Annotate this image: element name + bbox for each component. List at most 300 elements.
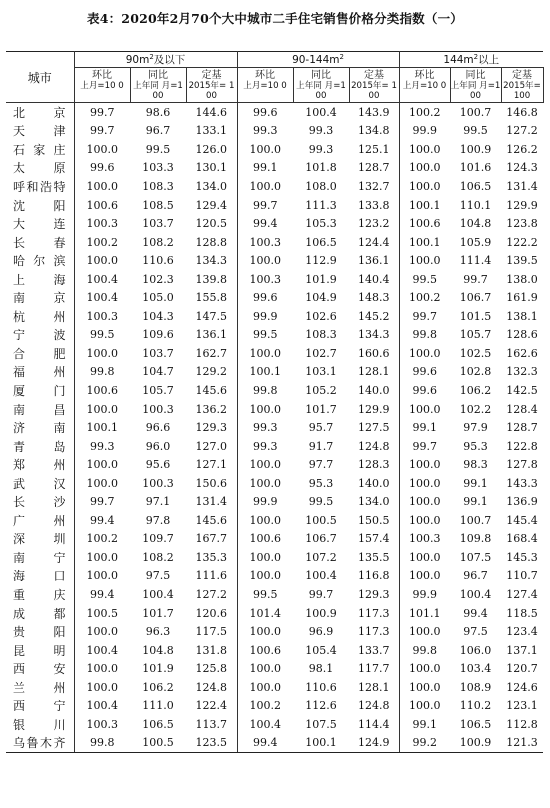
index-value: 129.9: [349, 400, 399, 419]
index-value: 128.3: [349, 455, 399, 474]
index-value: 108.3: [142, 179, 174, 193]
index-value: 107.5: [305, 717, 337, 731]
index-value: 99.3: [308, 124, 334, 138]
index-value: 126.2: [506, 142, 538, 156]
index-value: 100.1: [293, 734, 349, 753]
table-row: [6, 659, 543, 678]
index-value: 99.7: [90, 105, 115, 119]
index-value: 124.9: [349, 734, 399, 753]
index-value: 100.0: [409, 550, 441, 564]
index-value: 99.8: [74, 734, 130, 753]
index-value: 105.7: [459, 328, 492, 342]
index-value: 101.4: [249, 606, 281, 620]
city-name: 青岛: [6, 437, 74, 456]
index-value: 112.6: [305, 699, 337, 713]
index-value: 100.0: [409, 495, 441, 509]
subcolumn-label: 环比: [399, 68, 450, 82]
index-value: 100.3: [86, 309, 118, 323]
index-value: 101.1: [409, 606, 441, 620]
index-value: 100.1: [249, 365, 281, 379]
index-value: 117.3: [349, 604, 399, 623]
city-name: 杭州: [6, 307, 74, 326]
index-value: 113.7: [186, 715, 237, 734]
index-value: 101.9: [305, 272, 337, 286]
index-value: 100.0: [86, 680, 118, 694]
index-value: 160.6: [349, 344, 399, 363]
index-value: 99.4: [237, 734, 293, 753]
index-value: 138.0: [506, 272, 538, 286]
table-header: [6, 52, 543, 103]
index-value: 106.5: [305, 235, 337, 249]
index-value: 99.3: [90, 439, 115, 453]
index-value: 99.3: [253, 439, 278, 453]
table-row: [6, 567, 543, 586]
index-value: 127.5: [349, 418, 399, 437]
subcolumn-label: 定基: [349, 68, 399, 82]
index-value: 99.8: [412, 328, 438, 342]
index-value: 100.0: [409, 476, 441, 490]
index-value: 100.4: [86, 699, 118, 713]
table-row: [6, 177, 543, 196]
index-value: 110.2: [459, 699, 492, 713]
index-value: 99.8: [90, 365, 115, 379]
index-value: 100.6: [249, 643, 281, 657]
index-value: 120.7: [506, 662, 538, 676]
index-value: 128.1: [349, 678, 399, 697]
index-value: 100.0: [86, 179, 118, 193]
index-value: 100.0: [86, 458, 118, 472]
index-value: 97.5: [145, 569, 171, 583]
area-group-header-2: $90-144m^2$: [237, 52, 399, 68]
index-value: 100.9: [450, 734, 501, 753]
index-value: 133.8: [349, 196, 399, 215]
city-name: 贵阳: [6, 622, 74, 641]
subcolumn-label: 定基: [186, 68, 237, 82]
index-value: 99.5: [412, 272, 438, 286]
city-name: 合肥: [6, 344, 74, 363]
index-value: 100.4: [86, 643, 118, 657]
index-value: 100.6: [86, 383, 118, 397]
index-value: 102.8: [459, 365, 492, 379]
index-value: 98.3: [463, 458, 488, 472]
index-value: 100.0: [249, 662, 281, 676]
index-value: 129.4: [186, 196, 237, 215]
index-value: 133.7: [349, 641, 399, 660]
table-row: [6, 511, 543, 530]
index-value: 162.6: [506, 346, 538, 360]
table-row: [6, 530, 543, 549]
index-value: 104.8: [142, 643, 174, 657]
index-value: 97.9: [463, 421, 488, 435]
index-value: 128.6: [506, 328, 538, 342]
index-value: 125.1: [349, 140, 399, 159]
index-value: 145.2: [349, 307, 399, 326]
index-value: 138.1: [506, 309, 538, 323]
subcolumn-base-note: 上月=10 0: [399, 81, 450, 103]
city-name: 南昌: [6, 400, 74, 419]
subcolumn-label: 环比: [74, 68, 130, 82]
index-value: 108.2: [142, 550, 174, 564]
index-value: 99.3: [253, 124, 278, 138]
index-value: 102.3: [142, 272, 174, 286]
index-value: 101.6: [459, 161, 492, 175]
index-value: 99.8: [253, 383, 278, 397]
index-value: 118.5: [506, 606, 538, 620]
index-value: 123.4: [506, 625, 538, 639]
table-row: [6, 400, 543, 419]
index-value: 114.4: [349, 715, 399, 734]
index-value: 117.7: [349, 659, 399, 678]
subcolumn-label: 同比: [293, 68, 349, 82]
index-value: 101.8: [305, 161, 337, 175]
index-value: 107.2: [305, 550, 337, 564]
index-value: 132.7: [349, 177, 399, 196]
table-row: [6, 159, 543, 178]
table-row: [6, 344, 543, 363]
index-value: 122.8: [506, 439, 538, 453]
index-value: 103.1: [305, 365, 337, 379]
index-value: 108.5: [142, 198, 174, 212]
index-value: 100.7: [459, 105, 492, 119]
table-title: 表4：2020年2月70个大中城市二手住宅销售价格分类指数（一）: [87, 11, 463, 26]
index-value: 100.0: [249, 179, 281, 193]
city-name: 深圳: [6, 530, 74, 549]
table-row: [6, 604, 543, 623]
index-value: 100.6: [86, 198, 118, 212]
index-value: 108.3: [305, 328, 337, 342]
index-value: 100.0: [86, 142, 118, 156]
index-value: 98.6: [145, 105, 171, 119]
index-value: 145.3: [506, 550, 538, 564]
index-value: 100.0: [249, 458, 281, 472]
index-value: 105.3: [305, 217, 337, 231]
index-value: 97.8: [145, 513, 171, 527]
city-name: 长春: [6, 233, 74, 252]
index-value: 99.5: [308, 495, 334, 509]
index-value: 126.0: [186, 140, 237, 159]
index-value: 145.6: [186, 511, 237, 530]
index-value: 124.3: [506, 161, 538, 175]
index-value: 106.2: [142, 680, 174, 694]
index-value: 106.5: [142, 717, 174, 731]
index-value: 127.4: [506, 587, 538, 601]
index-value: 99.8: [412, 643, 438, 657]
index-value: 134.3: [186, 251, 237, 270]
table-row: [6, 326, 543, 345]
index-value: 148.3: [349, 288, 399, 307]
index-value: 104.8: [459, 217, 492, 231]
index-value: 100.3: [142, 476, 174, 490]
table-row: [6, 455, 543, 474]
index-value: 100.5: [86, 606, 118, 620]
index-value: 96.6: [145, 421, 171, 435]
index-value: 150.6: [186, 474, 237, 493]
index-value: 120.5: [186, 214, 237, 233]
table-row: [6, 233, 543, 252]
index-value: 122.4: [186, 697, 237, 716]
index-value: 155.8: [186, 288, 237, 307]
index-value: 124.4: [349, 233, 399, 252]
subcolumn-label: 同比: [450, 68, 501, 82]
index-value: 120.6: [186, 604, 237, 623]
index-value: 124.8: [349, 697, 399, 716]
index-value: 129.9: [506, 198, 538, 212]
index-value: 102.2: [459, 402, 492, 416]
index-value: 105.9: [459, 235, 492, 249]
index-value: 127.2: [506, 124, 538, 138]
index-value: 109.6: [142, 328, 174, 342]
subcolumn-base-note: 上月=10 0: [237, 81, 293, 103]
index-value: 128.4: [506, 402, 538, 416]
index-value: 100.4: [142, 587, 174, 601]
index-value: 100.0: [86, 569, 118, 583]
area-group-header-3: $144m^2$以上: [399, 52, 543, 68]
index-value: 100.0: [409, 680, 441, 694]
index-value: 100.2: [86, 235, 118, 249]
table-row: [6, 715, 543, 734]
index-value: 100.3: [86, 217, 118, 231]
index-value: 123.1: [506, 699, 538, 713]
index-value: 112.9: [305, 254, 337, 268]
index-value: 96.0: [145, 439, 171, 453]
index-value: 136.2: [186, 400, 237, 419]
index-value: 105.4: [305, 643, 337, 657]
index-value: 105.2: [305, 383, 337, 397]
index-value: 100.2: [409, 291, 441, 305]
index-value: 104.9: [305, 291, 337, 305]
index-value: 123.5: [186, 734, 237, 753]
index-value: 143.9: [349, 103, 399, 122]
index-value: 100.4: [305, 105, 337, 119]
index-value: 144.6: [186, 103, 237, 122]
index-value: 161.9: [506, 291, 538, 305]
index-value: 139.5: [506, 254, 538, 268]
table-row: [6, 678, 543, 697]
index-value: 99.7: [412, 439, 438, 453]
index-value: 95.6: [145, 458, 171, 472]
index-value: 100.0: [249, 476, 281, 490]
index-value: 127.0: [186, 437, 237, 456]
index-value: 100.0: [86, 625, 118, 639]
index-value: 131.8: [186, 641, 237, 660]
index-value: 100.0: [86, 476, 118, 490]
index-value: 103.3: [142, 161, 174, 175]
index-value: 128.7: [506, 421, 538, 435]
index-value: 91.7: [308, 439, 334, 453]
city-name: 西安: [6, 659, 74, 678]
index-value: 108.9: [459, 680, 492, 694]
index-value: 129.3: [349, 585, 399, 604]
index-value: 168.4: [506, 532, 538, 546]
table-row: [6, 622, 543, 641]
index-value: 134.3: [349, 326, 399, 345]
index-value: 100.0: [409, 699, 441, 713]
index-value: 100.4: [249, 717, 281, 731]
index-value: 106.0: [459, 643, 492, 657]
index-value: 100.6: [409, 217, 441, 231]
index-value: 140.4: [349, 270, 399, 289]
index-value: 117.5: [186, 622, 237, 641]
index-value: 100.0: [249, 254, 281, 268]
index-value: 106.5: [459, 179, 492, 193]
index-value: 100.1: [409, 235, 441, 249]
table-row: [6, 307, 543, 326]
index-value: 99.4: [253, 217, 278, 231]
index-value: 101.7: [305, 402, 337, 416]
index-value: 100.0: [249, 142, 281, 156]
index-value: 100.0: [409, 346, 441, 360]
table-row: [6, 363, 543, 382]
index-value: 100.0: [409, 569, 441, 583]
index-value: 137.1: [506, 643, 538, 657]
index-value: 100.0: [409, 625, 441, 639]
city-name: 长沙: [6, 492, 74, 511]
index-value: 100.0: [86, 402, 118, 416]
city-name: 南京: [6, 288, 74, 307]
city-name: 上海: [6, 270, 74, 289]
index-value: 111.6: [186, 567, 237, 586]
index-value: 100.3: [249, 272, 281, 286]
index-value: 100.2: [86, 532, 118, 546]
table-row: [6, 288, 543, 307]
index-value: 140.0: [349, 381, 399, 400]
city-name: 西宁: [6, 697, 74, 716]
index-value: 135.5: [349, 548, 399, 567]
index-value: 122.2: [506, 235, 538, 249]
subcolumn-base-note: 2015年= 100: [501, 81, 543, 103]
index-value: 99.4: [90, 513, 115, 527]
price-index-table: [6, 51, 544, 753]
area-group-header-1: $90m^2$及以下: [74, 52, 237, 68]
index-value: 106.7: [305, 532, 337, 546]
city-name: 兰州: [6, 678, 74, 697]
index-value: 134.0: [349, 492, 399, 511]
index-value: 100.0: [249, 569, 281, 583]
index-value: 99.5: [463, 124, 488, 138]
index-value: 136.9: [506, 495, 538, 509]
index-value: 99.6: [90, 161, 115, 175]
index-value: 130.1: [186, 159, 237, 178]
index-value: 129.2: [186, 363, 237, 382]
subcolumn-base-note: 上年同 月=100: [293, 81, 349, 103]
city-name: 呼和浩特: [6, 177, 74, 196]
subcolumn-base-note: 上年同 月=100: [130, 81, 186, 103]
index-value: 100.7: [459, 513, 492, 527]
index-value: 150.5: [349, 511, 399, 530]
index-value: 111.4: [459, 254, 492, 268]
index-value: 100.0: [409, 254, 441, 268]
index-value: 99.6: [253, 291, 278, 305]
index-value: 100.0: [86, 662, 118, 676]
index-value: 97.5: [463, 625, 488, 639]
index-value: 143.3: [506, 476, 538, 490]
table-row: [6, 697, 543, 716]
index-value: 108.0: [305, 179, 337, 193]
city-name: 厦门: [6, 381, 74, 400]
index-value: 99.7: [90, 495, 115, 509]
city-column-header: 城市: [6, 52, 74, 103]
city-name: 昆明: [6, 641, 74, 660]
index-value: 96.9: [308, 625, 334, 639]
table-row: [6, 641, 543, 660]
index-value: 100.0: [409, 179, 441, 193]
index-value: 104.7: [142, 365, 174, 379]
subcolumn-base-note: 上月=10 0: [74, 81, 130, 103]
index-value: 99.1: [463, 495, 488, 509]
index-value: 99.5: [253, 587, 278, 601]
index-value: 100.4: [459, 587, 492, 601]
city-name: 天津: [6, 122, 74, 141]
index-value: 100.4: [86, 291, 118, 305]
table-row: [6, 196, 543, 215]
index-value: 99.1: [412, 717, 438, 731]
index-value: 100.1: [86, 421, 118, 435]
index-value: 99.5: [253, 328, 278, 342]
index-value: 103.4: [459, 662, 492, 676]
table-row: [6, 270, 543, 289]
table-row: [6, 103, 543, 122]
index-value: 100.3: [249, 235, 281, 249]
index-value: 99.6: [412, 383, 438, 397]
index-value: 167.7: [186, 530, 237, 549]
table-row: [6, 140, 543, 159]
index-value: 139.8: [186, 270, 237, 289]
subcolumn-label: 环比: [237, 68, 293, 82]
index-value: 146.8: [506, 105, 538, 119]
index-value: 123.2: [349, 214, 399, 233]
index-value: 99.5: [90, 328, 115, 342]
index-value: 123.8: [506, 217, 538, 231]
table-body: [6, 103, 543, 753]
index-value: 116.8: [349, 567, 399, 586]
city-name: 乌鲁木齐: [6, 734, 74, 753]
index-value: 109.7: [142, 532, 174, 546]
index-value: 101.7: [142, 606, 174, 620]
index-value: 99.3: [308, 142, 334, 156]
index-value: 95.3: [308, 476, 334, 490]
index-value: 100.5: [305, 513, 337, 527]
city-name: 成都: [6, 604, 74, 623]
table-row: [6, 122, 543, 141]
index-value: 104.3: [142, 309, 174, 323]
index-value: 157.4: [349, 530, 399, 549]
index-value: 128.8: [186, 233, 237, 252]
table-row: [6, 418, 543, 437]
table-row: [6, 734, 543, 753]
index-value: 121.3: [501, 734, 543, 753]
index-value: 128.1: [349, 363, 399, 382]
index-value: 99.1: [253, 161, 278, 175]
index-value: 99.9: [253, 495, 278, 509]
index-value: 98.1: [308, 662, 334, 676]
index-value: 100.3: [142, 402, 174, 416]
index-value: 111.3: [305, 198, 337, 212]
index-value: 99.7: [463, 272, 488, 286]
index-value: 99.4: [463, 606, 488, 620]
index-value: 140.0: [349, 474, 399, 493]
index-value: 95.7: [308, 421, 334, 435]
table-row: [6, 381, 543, 400]
index-value: 100.2: [409, 105, 441, 119]
index-value: 105.7: [142, 383, 174, 397]
index-value: 124.8: [349, 437, 399, 456]
index-value: 100.4: [86, 272, 118, 286]
index-value: 100.0: [409, 513, 441, 527]
index-value: 100.0: [249, 402, 281, 416]
index-value: 100.2: [249, 699, 281, 713]
index-value: 102.5: [459, 346, 492, 360]
index-value: 127.2: [186, 585, 237, 604]
